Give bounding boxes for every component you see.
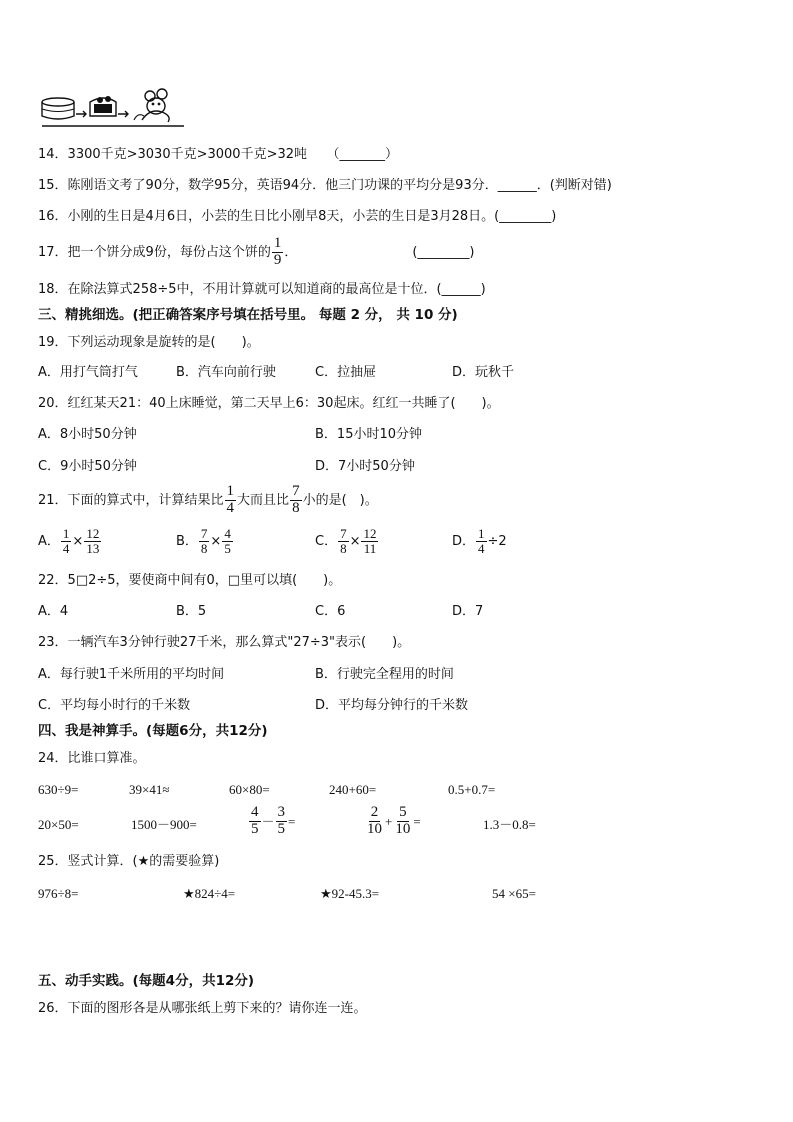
calc-item: 60×80= <box>229 782 270 797</box>
fraction <box>272 236 284 269</box>
section-5-heading: 五、动手实践。(每题4分，共12分) <box>38 973 255 989</box>
header-decoration <box>38 86 188 130</box>
vertical-calc-item: 976÷8= <box>38 886 79 901</box>
option-21-c <box>315 527 379 555</box>
option-20-d: D．7小时50分钟 <box>315 459 415 474</box>
section-3-heading: 三、精挑细选。(把正确答案序号填在括号里。 每题 2 分， 共 10 分) <box>38 307 458 323</box>
calc-item: 240+60= <box>329 782 377 797</box>
option-20-b: B．15小时10分钟 <box>315 427 423 442</box>
denominator: 10 <box>367 820 382 837</box>
option-21-d <box>452 527 507 555</box>
denominator: 4 <box>62 540 70 556</box>
fraction <box>276 805 288 838</box>
option-21-a <box>38 527 102 555</box>
denominator: 8 <box>292 499 300 516</box>
numerator: 12 <box>363 526 377 541</box>
question-19: 19．下列运动现象是旋转的是( )。 <box>38 335 260 350</box>
numerator: 4 <box>251 804 259 820</box>
option-23-a: A．每行驶1千米所用的平均时间 <box>38 667 225 682</box>
operator: × <box>210 533 222 549</box>
question-21-text-a: 21．下面的算式中，计算结果比 <box>38 492 224 508</box>
question-22: 22．5□2÷5，要使商中间有0，□里可以填( )。 <box>38 573 342 588</box>
denominator: 11 <box>363 540 377 556</box>
option-19-c: C．拉抽屉 <box>315 365 377 380</box>
fraction <box>225 484 237 517</box>
question-17 <box>38 236 475 269</box>
fraction <box>84 527 101 555</box>
section-4-heading: 四、我是神算手。(每题6分，共12分) <box>38 723 268 739</box>
question-24: 24．比谁口算准。 <box>38 751 146 766</box>
numerator: 1 <box>62 526 70 541</box>
equals: = <box>288 813 296 829</box>
option-label: B． <box>176 533 198 549</box>
fraction <box>61 527 72 555</box>
answer-blank: (________) <box>412 244 475 260</box>
vertical-calc-item: ★92-45.3= <box>320 886 380 901</box>
denominator: 10 <box>395 820 411 837</box>
operator: － <box>261 813 275 829</box>
question-16: 16．小刚的生日是4月6日，小芸的生日比小刚早8天，小芸的生日是3月28日。(________) <box>38 209 557 224</box>
numerator: 7 <box>292 483 300 499</box>
fraction <box>222 527 233 555</box>
question-25: 25．竖式计算．(★的需要验算) <box>38 854 220 869</box>
numerator: 5 <box>399 804 407 820</box>
fraction <box>338 527 349 555</box>
fraction <box>365 805 384 838</box>
numerator: 4 <box>224 526 231 541</box>
question-21-text-b: 大而且比 <box>237 492 290 508</box>
option-label: C． <box>315 533 338 549</box>
numerator: 1 <box>273 235 282 251</box>
numerator: 1 <box>226 483 235 499</box>
numerator: 7 <box>340 526 347 541</box>
calc-item: 20×50= <box>38 817 79 832</box>
question-18: 18．在除法算式258÷5中，不用计算就可以知道商的最高位是十位．(______) <box>38 282 486 297</box>
calc-item: 1.3－0.8= <box>483 817 536 832</box>
option-19-d: D．玩秋千 <box>452 365 515 380</box>
fraction <box>249 805 261 838</box>
operator: + <box>385 813 393 829</box>
fraction <box>393 805 412 838</box>
option-19-a: A．用打气筒打气 <box>38 365 138 380</box>
fraction <box>361 527 378 555</box>
vertical-calc-item: ★824÷4= <box>183 886 236 901</box>
question-21 <box>38 484 378 517</box>
option-22-c: C．6 <box>315 604 346 619</box>
question-17-text: 17．把一个饼分成9份，每份占这个饼的 <box>38 244 271 260</box>
option-22-b: B．5 <box>176 604 207 619</box>
equals: = <box>413 813 421 829</box>
calc-item-fraction <box>248 805 295 838</box>
question-15: 15．陈刚语文考了90分，数学95分，英语94分．他三门功课的平均分是93分．______．(判断对错) <box>38 178 612 193</box>
denominator: 8 <box>200 540 208 556</box>
option-23-d: D．平均每分钟行的千米数 <box>315 698 469 713</box>
denominator: 13 <box>86 540 100 556</box>
option-21-b <box>176 527 234 555</box>
calc-item-fraction <box>364 805 421 838</box>
vertical-calc-item: 54 ×65= <box>492 886 536 901</box>
option-label: D． <box>452 533 476 549</box>
question-26: 26．下面的图形各是从哪张纸上剪下来的？请你连一连。 <box>38 1001 367 1016</box>
option-20-c: C．9小时50分钟 <box>38 459 137 474</box>
question-20: 20．红红某天21：40上床睡觉，第二天早上6：30起床。红红一共睡了( )。 <box>38 396 500 411</box>
numerator: 2 <box>370 804 379 820</box>
option-20-a: A．8小时50分钟 <box>38 427 137 442</box>
denominator: 8 <box>340 540 347 556</box>
option-22-d: D．7 <box>452 604 484 619</box>
denominator: 9 <box>273 251 282 268</box>
denominator: 5 <box>224 540 231 556</box>
question-14: 14．3300千克>3030千克>3000千克>32吨 （_______） <box>38 147 399 162</box>
numerator: 3 <box>277 804 286 820</box>
question-23: 23．一辆汽车3分钟行驶27千米，那么算式"27÷3"表示( )。 <box>38 635 411 650</box>
fraction <box>199 527 210 555</box>
option-23-b: B．行驶完全程用的时间 <box>315 667 454 682</box>
option-22-a: A．4 <box>38 604 69 619</box>
option-19-b: B．汽车向前行驶 <box>176 365 276 380</box>
operator: ÷2 <box>487 533 507 549</box>
denominator: 5 <box>277 820 286 837</box>
operator: × <box>349 533 361 549</box>
calc-item: 1500－900= <box>131 817 197 832</box>
numerator: 7 <box>200 526 208 541</box>
operator: × <box>72 533 84 549</box>
numerator: 12 <box>86 526 100 541</box>
option-23-c: C．平均每小时行的千米数 <box>38 698 191 713</box>
denominator: 4 <box>478 540 485 556</box>
question-17-end: ． <box>284 244 298 260</box>
denominator: 4 <box>226 499 235 516</box>
fraction <box>290 484 302 517</box>
denominator: 5 <box>251 820 259 837</box>
fraction <box>476 527 487 555</box>
question-21-text-c: 小的是( )。 <box>302 492 378 508</box>
calc-item: 630÷9= <box>38 782 79 797</box>
calc-item: 0.5+0.7= <box>448 782 496 797</box>
option-label: A． <box>38 533 60 549</box>
numerator: 1 <box>478 526 485 541</box>
calc-item: 39×41≈ <box>129 782 170 797</box>
